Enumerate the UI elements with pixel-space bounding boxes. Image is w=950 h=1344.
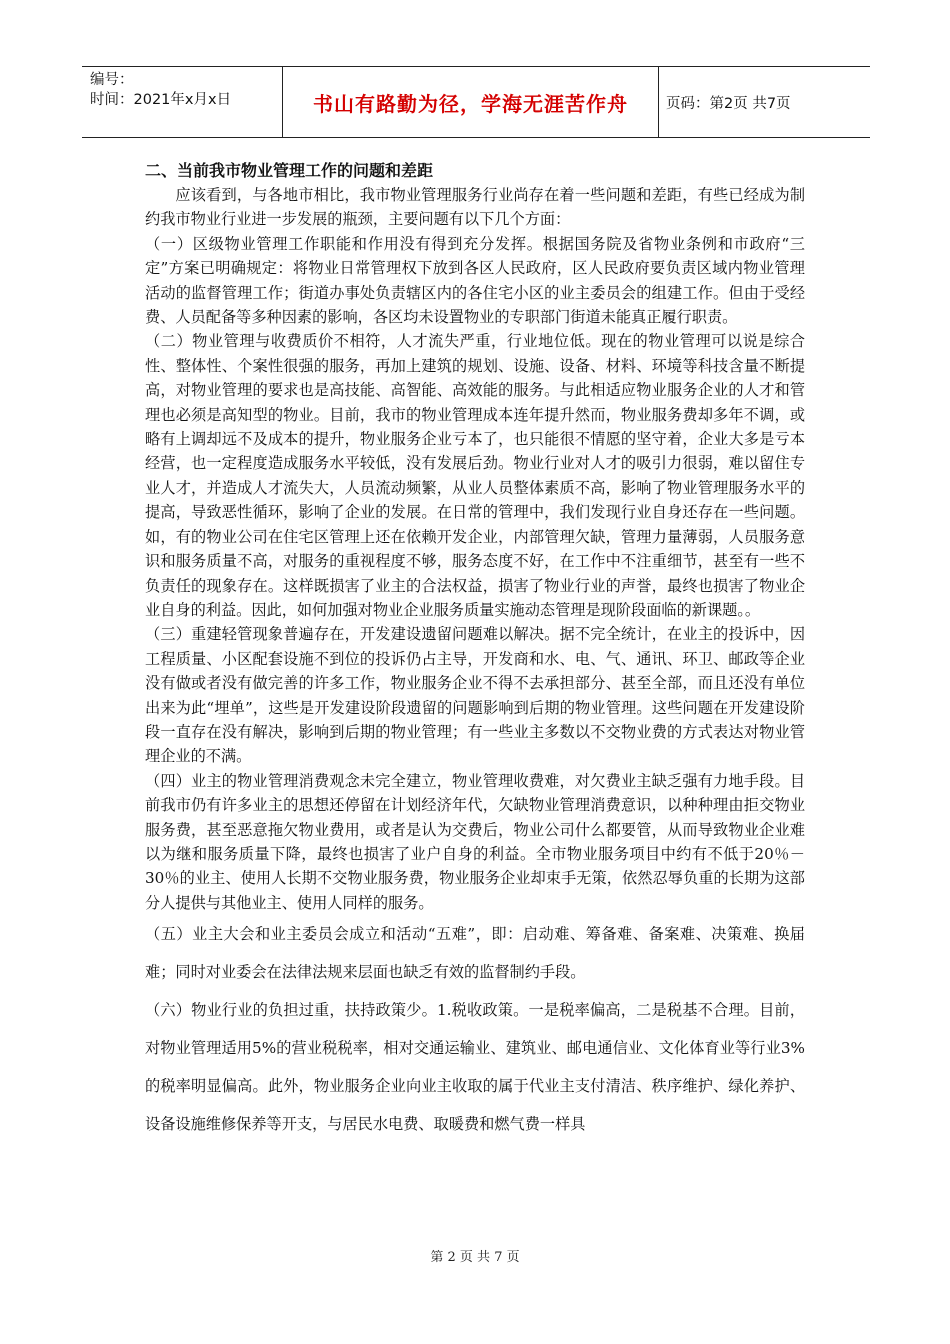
header-motto-cell [282,67,659,137]
document-number-label: 编号： [90,72,134,88]
page-footer: 第 2 页 共 7 页 [430,1250,520,1265]
paragraph-item-3: （三）重建轻管现象普遍存在，开发建设遗留问题难以解决。据不完全统计，在业主的投诉中，因工程质量、小区配套设施不到位的投诉仍占主导，开发商和水、电、气、通讯、环卫、邮政等企业没有做或者没有做完善的许多工作，物业服务企业不得不去承担部分、甚至全部，而且还没有单位出来为此“埋单”，这些是开发建设阶段遗留的问题影响到后期的物业管理。这些问题在开发建设阶段一直存在没有解决，影响到后期的物业管理；有一些业主多数以不交物业费的方式表达对物业管理企业的不满。 [145,625,805,766]
paragraph-item-1: （一）区级物业管理工作职能和作用没有得到充分发挥。根据国务院及省物业条例和市政府“三定”方案已明确规定：将物业日常管理权下放到各区人民政府，区人民政府要负责区域内物业管理活动的监督管理工作；街道办事处负责辖区内的各住宅小区的业主委员会的组建工作。但由于受经费、人员配备等多种因素的影响，各区均未设置物业的专职部门街道未能真正履行职责。 [145,234,805,327]
paragraph-item-6: （六）物业行业的负担过重，扶持政策少。1.税收政策。一是税率偏高，二是税基不合理。目前，对物业管理适用5%的营业税税率，相对交通运输业、建筑业、邮电通信业、文化体育业等行业3%的税率明显偏高。此外，物业服务企业向业主收取的属于代业主支付清洁、秩序维护、绿化养护、设备设施维修保养等开支，与居民水电费、取暖费和燃气费一样具 [145,1001,805,1134]
document-date-label: 时间：2021年x月x日 [90,92,232,108]
paragraph-item-4: （四）业主的物业管理消费观念未完全建立，物业管理收费难，对欠费业主缺乏强有力地手段。目前我市仍有许多业主的思想还停留在计划经济年代，欠缺物业管理消费意识，以种种理由拒交物业服务费，甚至恶意拖欠物业费用，或者是认为交费后，物业公司什么都要管，从而导致物业企业难以为继和服务质量下降，最终也损害了业户自身的利益。全市物业服务项目中约有不低于20％－30％的业主、使用人长期不交物业服务费，物业服务企业却束手无策，依然忍辱负重的长期为这部分人提供与其他业主、使用人同样的服务。 [145,771,805,912]
paragraph-item-2: （二）物业管理与收费质价不相符，人才流失严重，行业地位低。现在的物业管理可以说是综合性、整体性、个案性很强的服务，再加上建筑的规划、设施、设备、材料、环境等科技含量不断提高，对物业管理的要求也是高技能、高智能、高效能的服务。与此相适应物业服务企业的人才和管理也必须是高知型的物业。目前，我市的物业管理成本连年提升然而，物业服务费却多年不调，或略有上调却远不及成本的提升，物业服务企业亏本了，也只能很不情愿的坚守着，企业大多是亏本经营，也一定程度造成服务水平较低，没有发展后劲。物业行业对人才的吸引力很弱，难以留住专业人才，并造成人才流失大，人员流动频繁，从业人员整体素质不高，影响了物业管理服务水平的提高，导致恶性循环，影响了企业的发展。在日常的管理中，我们发现行业自身还存在一些问题。如，有的物业公司在住宅区管理上还在依赖开发企业，内部管理欠缺，管理力量薄弱，人员服务意识和服务质量不高，对服务的重视程度不够，服务态度不好，在工作中不注重细节，甚至有一些不负责任的现象存在。这样既损害了业主的合法权益，损害了物业行业的声誉，最终也损害了物业企业自身的利益。因此，如何加强对物业企业服务质量实施动态管理是现阶段面临的新课题。。 [145,332,805,619]
header-motto: 书山有路勤为径，学海无涯苦作舟 [313,91,628,116]
section-title: 二、当前我市物业管理工作的问题和差距 [145,161,434,180]
paragraph-intro: 应该看到，与各地市相比，我市物业管理服务行业尚存在着一些问题和差距，有些已经成为制约我市物业行业进一步发展的瓶颈，主要问题有以下几个方面： [145,186,805,229]
header-page-number: 页码：第2页 共7页 [666,95,791,112]
page-header [82,66,870,138]
paragraph-item-5: （五）业主大会和业主委员会成立和活动“五难”，即：启动难、筹备难、备案难、决策难、换届难；同时对业委会在法律法规来层面也缺乏有效的监督制约手段。 [145,925,805,982]
header-meta [82,67,282,137]
document-body [145,160,805,1143]
